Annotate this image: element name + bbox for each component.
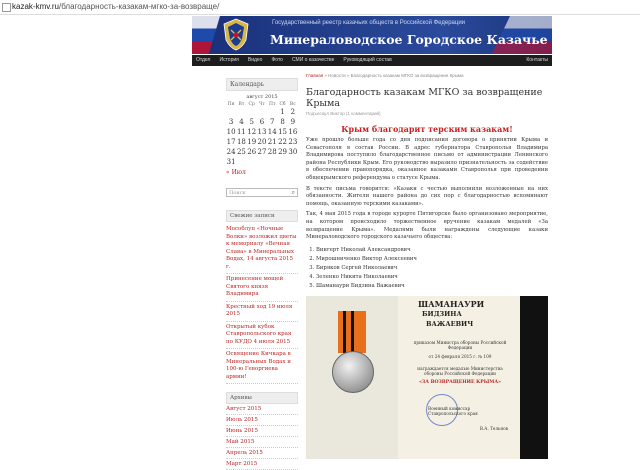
list-item: 2. Мирошниченко Виктор Алексеевич — [316, 255, 548, 264]
recent-post-link[interactable]: Открытый кубок Ставропольского края по КУДО 4 июля 2015 — [226, 322, 298, 350]
breadcrumb-path: » Новости » Благодарность казакам МГКО за возвращение Крыма — [324, 73, 464, 78]
archive-link[interactable]: Август 2015 — [226, 404, 298, 415]
post-paragraph: Так, 4 мая 2015 года в городе курорте Пятигорске было организовано мероприятие, на котором происходило торжественное вручение казакам медалей «За возвращение Крыма». Медалями были награждены следующие казаки Минераловодского городского казачьего общества: — [306, 211, 548, 241]
calendar-weekday: Вт — [238, 102, 245, 107]
site-banner — [192, 16, 626, 54]
url-text[interactable]: kazak-kmv.ru/благодарность-казакам-мгко-за-возвраще/ — [12, 2, 220, 11]
calendar-day[interactable]: 10 — [226, 128, 236, 136]
post-paragraph: В тексте письма говорится: «Казаки с честью выполнили возложенные на них обязанности. Жители нашего района до сих пор с благодарностью вспоминают помощь, оказанную терскими казаками». — [306, 185, 548, 207]
calendar-day[interactable]: 18 — [236, 138, 246, 146]
calendar-day[interactable]: 29 — [278, 148, 287, 156]
cert-award-line: награждается медалью Министерства обороны Российской Федерации — [417, 366, 503, 376]
calendar-day[interactable]: 13 — [257, 128, 267, 136]
calendar-day[interactable]: 28 — [267, 148, 277, 156]
calendar-day[interactable]: 5 — [249, 118, 254, 126]
cert-order-line: приказом Министра обороны Российской Федерации — [413, 340, 507, 350]
calendar-day[interactable]: 31 — [226, 158, 236, 166]
calendar-weekday: Пт — [269, 102, 276, 107]
post-title: Благодарность казакам МГКО за возвращение Крыма — [306, 87, 543, 109]
calendar-day[interactable]: 11 — [236, 128, 246, 136]
medal-icon — [332, 351, 374, 393]
calendar-day[interactable]: 25 — [236, 148, 246, 156]
calendar-day — [267, 107, 277, 117]
calendar-day[interactable]: 8 — [280, 118, 285, 126]
nav-item-photo[interactable]: Фото — [271, 57, 283, 63]
calendar-day — [267, 157, 277, 167]
calendar-day — [247, 107, 257, 117]
medal-photo-area — [306, 296, 398, 459]
archive-link[interactable]: Март 2015 — [226, 459, 298, 470]
calendar-day[interactable]: 22 — [278, 138, 287, 146]
calendar-day[interactable]: 15 — [278, 128, 287, 136]
recent-post-link[interactable]: Освящение Кичкара в Минеральных Водах и 100-ю Геворгиева армии! — [226, 349, 298, 384]
flag-decoration — [192, 16, 220, 54]
calendar-day[interactable]: 23 — [288, 138, 298, 146]
calendar-day[interactable]: 16 — [288, 128, 298, 136]
calendar-day — [257, 107, 267, 117]
breadcrumb-home[interactable]: Главная — [306, 73, 324, 78]
calendar-day — [277, 157, 287, 167]
list-item: 4. Зеленко Никита Николаевич — [316, 273, 548, 282]
search-input[interactable] — [226, 188, 298, 197]
recent-posts-list — [226, 224, 298, 384]
list-item: 3. Биряков Сергей Николаевич — [316, 264, 548, 273]
recent-post-link[interactable]: Мособлуп «Ночные Волки» возложил цветы к мемориалу «Вечная Слава» в Минеральных Водах, 14 августа 2015 г. — [226, 224, 298, 274]
calendar-heading: Календарь — [226, 78, 298, 91]
calendar-weekday: Пн — [227, 102, 235, 107]
nav-item-contacts[interactable]: Контакты — [526, 57, 548, 63]
calendar-day[interactable]: 26 — [247, 148, 257, 156]
medal-certificate-photo[interactable] — [306, 296, 548, 459]
calendar-day[interactable]: 4 — [239, 118, 244, 126]
calendar-day[interactable]: 30 — [288, 148, 298, 156]
calendar-day[interactable]: 2 — [290, 108, 296, 116]
calendar-day[interactable]: 19 — [247, 138, 257, 146]
calendar-prev-month[interactable]: « Июл — [226, 169, 246, 176]
calendar-day[interactable]: 21 — [267, 138, 277, 146]
calendar-day — [236, 107, 246, 117]
calendar-day — [257, 157, 267, 167]
cert-medal-name: «ЗА ВОЗВРАЩЕНИЕ КРЫМА» — [419, 380, 501, 385]
post-subheading: Крым благодарит терским казакам! — [341, 124, 513, 134]
breadcrumb — [306, 73, 548, 78]
calendar-day[interactable]: 7 — [270, 118, 275, 126]
recent-post-link[interactable]: Принесение мощей Святого князя Владимира — [226, 274, 298, 302]
archive-link[interactable]: Июль 2015 — [226, 415, 298, 426]
site-subtitle: Государственный реестр казачьих обществ в Российской Федерации — [272, 20, 466, 26]
calendar-day[interactable]: 9 — [290, 118, 296, 126]
sidebar — [226, 78, 298, 470]
certificate — [398, 296, 520, 459]
site-title[interactable]: Минераловодское Городское Казачье Общество — [270, 32, 626, 47]
awardees-list — [306, 246, 548, 291]
medal-ribbon — [338, 311, 366, 353]
calendar-day[interactable]: 27 — [257, 148, 267, 156]
calendar-day[interactable]: 17 — [226, 138, 236, 146]
archives-heading: Архивы — [226, 392, 298, 404]
cert-surname: ШАМАНАУРИ — [418, 299, 485, 309]
archive-link[interactable]: Июнь 2015 — [226, 426, 298, 437]
cert-patronymic: ВАЖАЕВИЧ — [426, 320, 474, 328]
calendar-day — [236, 157, 246, 167]
calendar-day[interactable]: 6 — [259, 118, 265, 126]
calendar-weekday: Вс — [289, 102, 296, 107]
recent-posts-heading: Свежие записи — [226, 210, 298, 222]
post-content — [306, 73, 548, 296]
calendar-day[interactable]: 14 — [267, 128, 277, 136]
cert-name: БИДЗИНА — [422, 310, 462, 318]
cert-date-line: от 24 февраля 2015 г. № 109 — [428, 354, 492, 359]
calendar-day — [247, 157, 257, 167]
recent-post-link[interactable]: Крестный ход 19 июля 2015 — [226, 302, 298, 322]
calendar-day — [288, 157, 298, 167]
calendar-day[interactable]: 12 — [247, 128, 257, 136]
post-meta: Подъесаул Виктор (1 комментарий) — [306, 111, 381, 116]
page-icon — [2, 3, 11, 12]
calendar-day[interactable]: 3 — [228, 118, 234, 126]
post-paragraph: Уже прошло больше года со дня подписания договора о принятии Крыма и Севастополя в состав России. В адрес губернатора Ставрополья Владимира Владимирова поступило благодарственное письмо от администрации Ленинского района Республики Крым. Его руководство выразило признательность за содействие в обеспечении правопорядка, оказанное казаками Ставрополья при проведении общекрымского референдума о статусе Крыма. — [306, 137, 548, 181]
nav-item-media[interactable]: СМИ о казачестве — [291, 57, 335, 63]
nav-item-video[interactable]: Видео — [247, 57, 263, 63]
archive-link[interactable]: Май 2015 — [226, 437, 298, 448]
main-nav — [192, 55, 552, 66]
calendar-day[interactable]: 24 — [226, 148, 236, 156]
archive-link[interactable]: Апрель 2015 — [226, 448, 298, 459]
calendar-day[interactable]: 1 — [280, 108, 285, 116]
cert-signer-line: Военный комиссар Ставропольского края — [428, 406, 478, 416]
search-icon[interactable]: ⌕ — [291, 189, 295, 196]
calendar-weekday: Сб — [279, 102, 286, 107]
archives-list — [226, 404, 298, 470]
calendar-day — [226, 107, 236, 117]
search-placeholder: Поиск — [229, 190, 246, 196]
address-bar[interactable] — [0, 0, 640, 15]
calendar-caption: август 2015 — [246, 94, 278, 100]
cossack-crest-icon — [222, 18, 250, 51]
list-item: 1. Вингерт Николай Александрович — [316, 246, 548, 255]
nav-item-history[interactable]: История — [219, 57, 239, 63]
nav-item-otdel[interactable]: Отдел — [196, 57, 211, 63]
calendar-day[interactable]: 20 — [257, 138, 267, 146]
calendar-widget — [226, 94, 298, 176]
calendar-weekday: Чт — [259, 102, 265, 107]
calendar-weekday: Ср — [248, 102, 255, 107]
list-item: 5. Шаманаури Бидзина Важаевич — [316, 282, 548, 291]
cert-signer-name: В.А. Тельнов — [479, 426, 508, 431]
nav-item-leadership[interactable]: Руководящий состав — [343, 57, 392, 63]
